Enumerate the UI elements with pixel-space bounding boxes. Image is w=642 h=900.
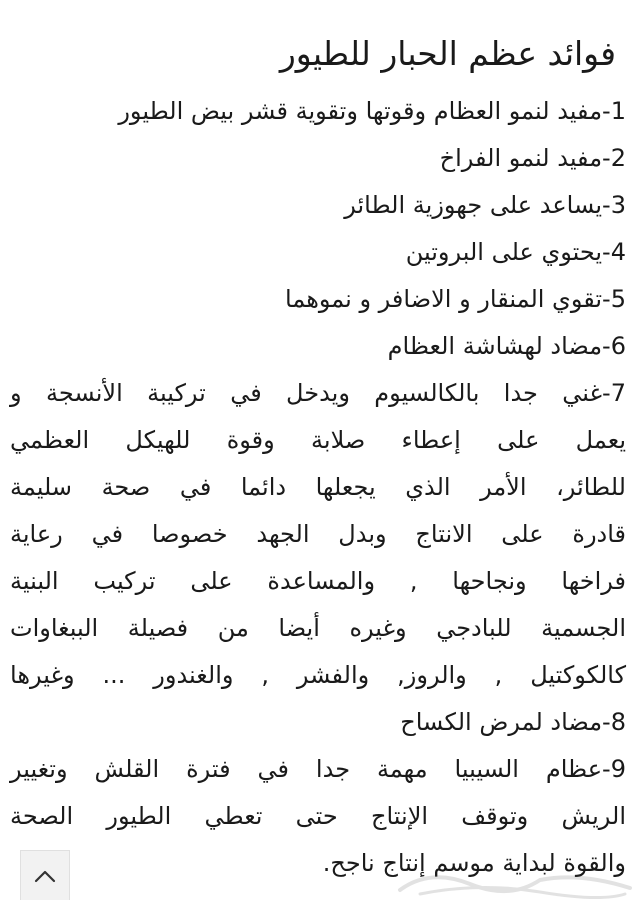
- article-line: 7-غني جدا بالكالسيوم ويدخل في تركيبة الأنسجة و: [10, 378, 626, 407]
- article-line: 5-تقوي المنقار و الاضافر و نموهما: [285, 284, 626, 313]
- article-line: فراخها ونجاحها , والمساعدة على تركيب البنية: [10, 566, 626, 595]
- article-line: قادرة على الانتاج وبدل الجهد خصوصا في رعاية: [10, 519, 626, 548]
- article-line: 4-يحتوي على البروتين: [405, 237, 626, 266]
- site-watermark-logo: [390, 862, 640, 900]
- article-line: 6-مضاد لهشاشة العظام: [387, 331, 626, 360]
- chevron-up-icon: [34, 869, 56, 883]
- scroll-up-button[interactable]: [20, 850, 70, 900]
- article-line: 2-مفيد لنمو الفراخ: [439, 143, 626, 172]
- article-body: [10, 88, 626, 887]
- article-line: 1-مفيد لنمو العظام وقوتها وتقوية قشر بيض الطيور: [118, 96, 626, 125]
- article-line: يعمل على إعطاء صلابة وقوة للهيكل العظمي: [10, 425, 626, 454]
- article-line: 8-مضاد لمرض الكساح: [400, 707, 626, 736]
- article-line: للطائر، الأمر الذي يجعلها دائما في صحة سليمة: [10, 472, 626, 501]
- article-line: الجسمية للبادجي وغيره أيضا من فصيلة الببغاوات: [10, 613, 626, 642]
- article-line: الريش وتوقف الإنتاج حتى تعطي الطيور الصحة: [10, 801, 626, 830]
- article-line: 3-يساعد على جهوزية الطائر: [344, 190, 626, 219]
- article-line: كالكوكتيل , والروز, والفشر , والغندور ... وغيرها: [10, 660, 626, 689]
- article-title: فوائد عظم الحبار للطيور: [279, 34, 616, 73]
- article-line: والقوة لبداية موسم إنتاج ناجح.: [322, 848, 626, 877]
- article-line: 9-عظام السيبيا مهمة جدا في فترة القلش وتغيير: [10, 754, 626, 783]
